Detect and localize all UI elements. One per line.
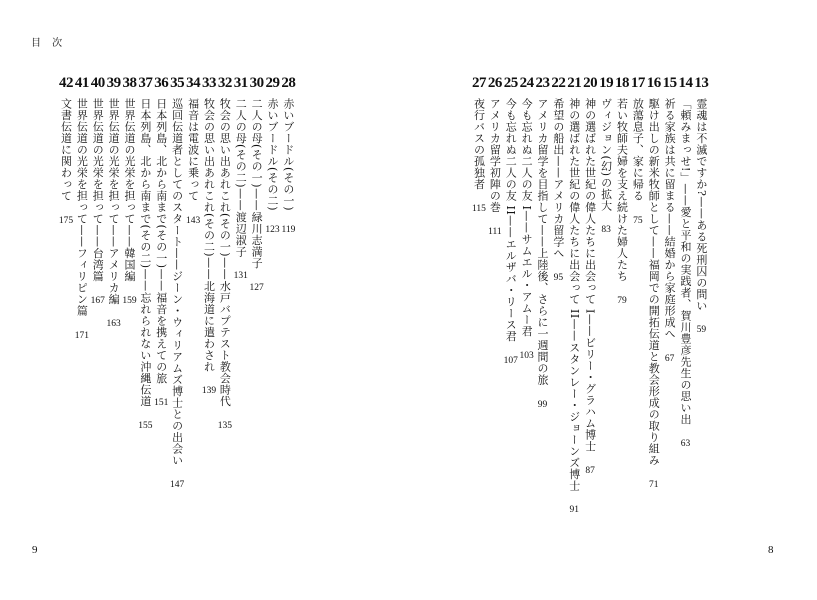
chapter-number: 25	[503, 75, 518, 91]
toc-entry	[185, 72, 201, 490]
chapter-number: 16	[646, 75, 661, 91]
chapter-number: 39	[106, 75, 121, 91]
toc-entry	[106, 72, 122, 490]
chapter-page-number: 163	[106, 319, 121, 329]
chapter-number: 13	[694, 75, 709, 91]
toc-entry	[519, 72, 535, 515]
toc-entry	[693, 72, 709, 515]
page-header: 目 次	[31, 38, 67, 49]
chapter-number: 33	[201, 75, 216, 91]
chapter-title: 希望の船出——アメリカ留学へ	[551, 98, 565, 259]
chapter-page-number: 167	[90, 296, 105, 306]
chapter-title: 世界伝道の光栄を担って——アメリカ編	[107, 98, 121, 305]
chapter-number: 34	[186, 75, 201, 91]
chapter-title: 霊魂は不滅ですか?——ある死刑囚の問い	[694, 98, 708, 312]
chapter-page-number: 155	[138, 420, 153, 431]
chapter-title: 福音は電波に乗って	[186, 98, 200, 202]
chapter-page-number: 63	[680, 438, 691, 449]
chapter-title: 放蕩息子、家に帰る	[631, 98, 645, 202]
chapter-title: 祈る家族は共に留まる——結婚から家庭形成へ	[663, 98, 677, 340]
chapter-page-number: 71	[648, 480, 659, 490]
chapter-page-number: 135	[217, 420, 232, 431]
chapter-page-number: 131	[233, 271, 248, 282]
toc-entry	[503, 72, 519, 515]
chapter-number: 21	[567, 75, 582, 91]
toc-entry	[535, 72, 551, 515]
toc-entry	[678, 72, 694, 515]
chapter-number: 27	[471, 75, 486, 91]
page-number-left: 9	[32, 544, 38, 556]
chapter-page-number: 127	[249, 282, 264, 293]
chapter-number: 36	[154, 75, 169, 91]
chapter-number: 22	[551, 75, 566, 91]
toc-entry	[566, 72, 582, 515]
toc-entry	[201, 72, 217, 490]
toc-entry	[122, 72, 138, 490]
chapter-page-number: 59	[696, 325, 707, 336]
chapter-number: 28	[281, 75, 296, 91]
toc-entry	[550, 72, 566, 515]
chapter-page-number: 99	[537, 399, 548, 410]
chapter-number: 26	[487, 75, 502, 91]
chapter-page-number: 159	[122, 296, 137, 306]
chapter-page-number: 175	[58, 215, 74, 226]
chapter-number: 20	[583, 75, 598, 91]
toc-entry	[630, 72, 646, 515]
chapter-title: 神の選ばれた世紀の偉人たちに出会って I——ビリー・グラハム博士	[583, 98, 597, 452]
chapter-page-number: 75	[633, 215, 643, 226]
chapter-title: 二人の母(その一)——緑川志満子	[250, 98, 264, 269]
chapter-number: 31	[233, 75, 248, 91]
chapter-title: 日本列島、北から南まで(その一)——福音を携えての旅	[154, 98, 168, 384]
chapter-title: 世界伝道の光栄を担って——台湾篇	[91, 98, 105, 282]
chapter-title: 神の選ばれた世紀の偉人たちに出会って II——スタンレー・ジョーンズ博士	[567, 98, 581, 492]
chapter-page-number: 115	[471, 204, 486, 214]
chapter-page-number: 171	[74, 330, 89, 341]
chapter-page-number: 95	[553, 273, 564, 283]
chapter-number: 40	[90, 75, 105, 91]
chapter-title: 「頼みまっせ!」——愛と平和の実践者、賀川豊彦先生の思い出	[679, 98, 693, 425]
toc-entry	[169, 72, 185, 490]
chapter-title: 赤いブードル(その一)	[281, 98, 295, 212]
chapter-number: 30	[249, 75, 264, 91]
chapter-page-number: 151	[154, 397, 169, 408]
toc-entry	[90, 72, 106, 490]
chapter-page-number: 147	[170, 480, 185, 490]
toc-entry	[487, 72, 503, 515]
chapter-title: 世界伝道の光栄を担って——フィリピン篇	[75, 98, 89, 317]
chapter-title: 牧会の思い出あれこれ(その二)——北海道に遣わされ	[202, 98, 216, 373]
chapter-number: 35	[170, 75, 185, 91]
chapter-title: 二人の母(その二)——渡辺淑子	[234, 98, 248, 258]
chapter-title: アメリカ留学初陣の巻	[488, 98, 502, 213]
chapter-title: 巡回伝道者としてのスタート——ジーン・ウィリアムズ博士との出会い	[170, 98, 184, 466]
chapter-page-number: 83	[601, 225, 611, 236]
toc-entry	[280, 72, 296, 490]
toc-right-page	[471, 72, 709, 515]
chapter-page-number: 91	[569, 505, 580, 516]
chapter-page-number: 103	[519, 350, 534, 361]
toc-entry	[249, 72, 265, 490]
toc-left-page	[58, 72, 296, 490]
toc-entry	[646, 72, 662, 515]
toc-entry	[74, 72, 90, 490]
toc-entry	[233, 72, 249, 490]
page-number-right: 8	[768, 544, 774, 556]
chapter-title: 文書伝道に関わって	[59, 98, 73, 202]
toc-entry	[58, 72, 74, 490]
toc-entry	[217, 72, 233, 490]
chapter-page-number: 139	[201, 386, 217, 397]
chapter-title: 今も忘れぬ二人の友 II——エルザバ・リース君	[504, 98, 518, 342]
chapter-number: 29	[265, 75, 280, 91]
chapter-page-number: 119	[281, 225, 296, 236]
toc-entry	[265, 72, 281, 490]
toc-entry	[471, 72, 487, 515]
chapter-title: 若い牧師夫婦を支え続けた婦人たち	[615, 98, 629, 282]
chapter-number: 23	[535, 75, 550, 91]
chapter-page-number: 111	[488, 227, 502, 237]
chapter-title: 今も忘れぬ二人の友 I——サムエル・アムー君	[520, 98, 534, 337]
chapter-page-number: 107	[503, 355, 518, 366]
chapter-title: 世界伝道の光栄を担って——韓国編	[123, 98, 136, 282]
toc-entry	[153, 72, 169, 490]
toc-entry	[662, 72, 678, 515]
chapter-number: 24	[519, 75, 534, 91]
chapter-number: 37	[138, 75, 153, 91]
chapter-title: アメリカ留学を目指して——上陸後、さらに一週間の旅	[536, 98, 549, 386]
chapter-title: 牧会の思い出あれこれ(その一)——水戸バプテスト教会時代	[218, 98, 232, 407]
toc-entry	[137, 72, 153, 490]
toc-entry	[582, 72, 598, 515]
toc-entry	[614, 72, 630, 515]
chapter-number: 42	[58, 75, 73, 91]
chapter-page-number: 143	[185, 215, 201, 226]
chapter-title: 赤いブードル(その二)	[266, 98, 280, 212]
chapter-number: 41	[74, 75, 89, 91]
chapter-number: 15	[662, 75, 677, 91]
chapter-title: 日本列島、北から南まで(その二)——忘れられない沖縄伝道	[138, 98, 152, 407]
chapter-number: 14	[678, 75, 693, 91]
chapter-title: 駆け出しの新米牧師として——福岡での開拓伝道と教会形成の取り組み	[647, 98, 661, 466]
chapter-number: 38	[122, 75, 137, 91]
chapter-title: ヴィジョン(幻)の拡大	[599, 98, 613, 212]
chapter-number: 17	[630, 75, 645, 91]
chapter-page-number: 123	[265, 225, 280, 236]
chapter-page-number: 67	[664, 353, 675, 364]
chapter-page-number: 79	[617, 296, 627, 306]
toc-entry	[598, 72, 614, 515]
chapter-page-number: 87	[585, 465, 595, 476]
chapter-number: 19	[599, 75, 614, 91]
chapter-title: 夜行バスの孤独者	[472, 98, 486, 190]
chapter-number: 18	[614, 75, 629, 91]
chapter-number: 32	[217, 75, 232, 91]
